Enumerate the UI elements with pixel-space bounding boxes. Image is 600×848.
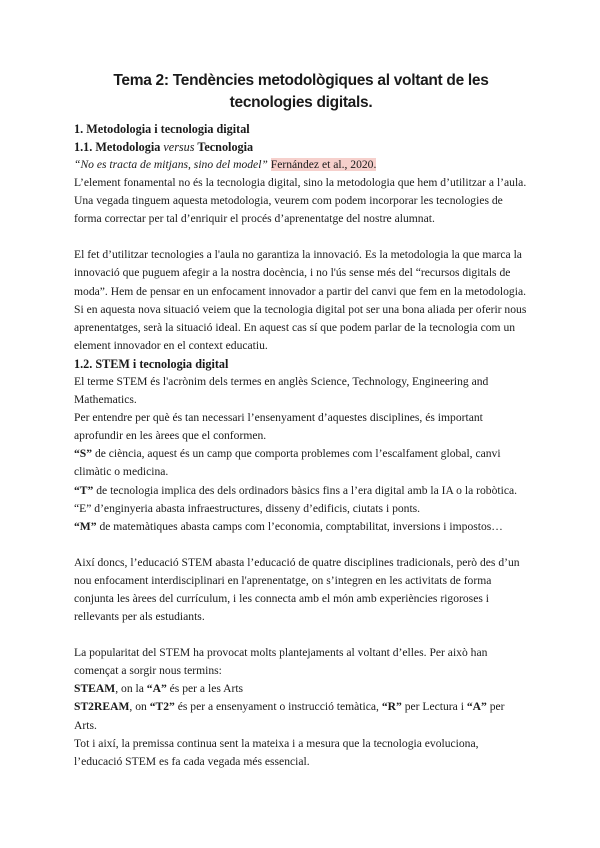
term-text: per Arts.	[74, 700, 505, 732]
quote-line	[74, 156, 528, 174]
paragraph-3: Així doncs, l’educació STEM abasta l’educació de quatre disciplines tradicionals, però des d’un nou enfocament interdisciplinari en l'aprenentatge, on s’integren en les activitats de forma conjunta les àrees del currículum, i les connecta amb el món amb experiències rigoroses i rellevants per als estudiants.	[74, 555, 520, 624]
stream-line	[74, 698, 528, 734]
term-text: , on	[129, 700, 150, 714]
heading-italic: versus	[163, 140, 195, 154]
paragraph-2: El fet d’utilitzar tecnologies a l'aula no garantiza la innovació. Es la metodologia la que marca la innovació que puguem afegir a la nostra docència, i no l'ús sense més del “recursos digitals de moda”. Hem de pensar en un enfocament innovador a partir del canvi que fem en la metodologia. Si en aquesta nova situació veiem que la tecnologia digital pot ser una bona aliada per oferir nous aprenentatges, serà la situació ideal. En aquest cas sí que podem parlar de la tecnologia com un element innovador en el context educatiu.	[74, 248, 527, 352]
paragraph-4: La popularitat del STEM ha provocat molts plantejaments al voltant d’elles. Per això han començat a sorgir nous termins:	[74, 646, 488, 678]
stem-item-s	[74, 445, 528, 481]
steam-line	[74, 680, 528, 698]
term-text: és per a ensenyament o instrucció temàtica,	[174, 700, 382, 714]
heading-text: Tecnologia	[194, 140, 254, 154]
stem-item-m	[74, 518, 528, 536]
heading-text: 1.1. Metodologia	[74, 140, 164, 154]
term-key: ST2REAM	[74, 700, 130, 714]
term-letter: “A”	[466, 700, 487, 714]
item-text: de ciència, aquest és un camp que comporta problemes com l’escalfament global, canvi climàtic o medicina.	[74, 447, 501, 479]
item-text: de matemàtiques abasta camps com l’economia, comptabilitat, inversions i impostos…	[96, 519, 503, 533]
document-title: Tema 2: Tendències metodològiques al voltant de les tecnologies digitals.	[113, 72, 489, 111]
stem-intro-2: Per entendre per què és tan necessari l’ensenyament d’aquestes disciplines, és important aprofundir en les àrees que el conformen.	[74, 411, 483, 443]
item-key: “S”	[74, 447, 93, 461]
paragraph-5: Tot i així, la premissa continua sent la mateixa i a mesura que la tecnologia evoluciona, l’educació STEM es fa cada vegada més essencial.	[74, 736, 479, 768]
term-text: és per a les Arts	[166, 682, 244, 696]
quote: “No es tracta de mitjans, sino del model”	[74, 158, 268, 171]
item-key: “M”	[74, 519, 97, 533]
item-text: de tecnologia implica des dels ordinadors bàsics fins a l’era digital amb la IA o la robòtica.	[93, 483, 518, 497]
term-letter: “R”	[381, 700, 402, 714]
stem-item-t	[74, 482, 528, 500]
citation: Fernández et al., 2020.	[270, 158, 377, 171]
paragraph-1: L’element fonamental no és la tecnologia digital, sino la metodologia que hem d’utilitzar a l’aula. Una vegada tinguem aquesta metodologia, veurem com podem incorporar les tecnologies de forma correctar per tal d’enriquir el procés d’aprenentatge del nostre alumnat.	[74, 176, 527, 226]
term-letter: “T2”	[149, 700, 175, 714]
term-letter: “A”	[146, 682, 167, 696]
term-key: STEAM	[74, 682, 116, 696]
term-text: per Lectura i	[401, 700, 467, 714]
item-key: “T”	[74, 483, 94, 497]
subsection-heading-1-1	[74, 138, 528, 156]
term-text: , on la	[115, 682, 147, 696]
stem-item-e	[74, 500, 528, 518]
stem-intro: El terme STEM és l'acrònim dels termes en anglès Science, Technology, Engineering and Mathematics.	[74, 374, 489, 407]
section-heading: 1. Metodologia i tecnologia digital	[74, 122, 250, 136]
item-text: “E” d’enginyeria abasta infraestructures, disseny d’edificis, ciutats i ponts.	[74, 501, 421, 515]
subsection-heading-1-2: 1.2. STEM i tecnologia digital	[74, 356, 229, 371]
